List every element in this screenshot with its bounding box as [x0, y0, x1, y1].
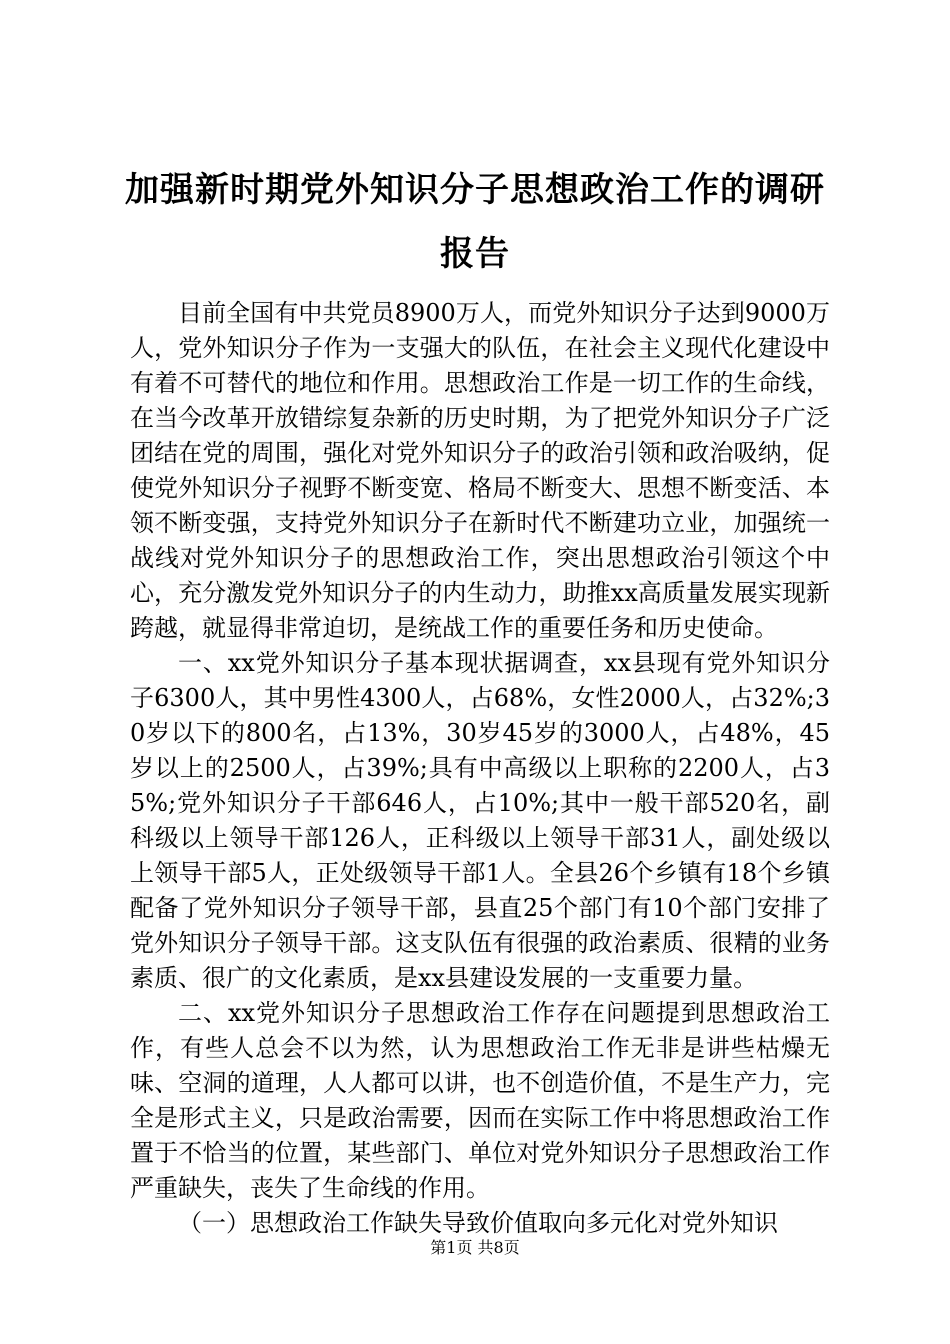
- page-footer: 第1页 共8页: [430, 1238, 520, 1257]
- paragraph-section-two: 二、xx党外知识分子思想政治工作存在问题提到思想政治工作，有些人总会不以为然，认为思想政治工作无非是讲些枯燥无味、空洞的道理，人人都可以讲，也不创造价值，不是生产力，完全是形式主义，只是政治需要，因而在实际工作中将思想政治工作置于不恰当的位置，某些部门、单位对党外知识分子思想政治工作严重缺失，丧失了生命线的作用。: [130, 999, 830, 1202]
- paragraph-intro: 目前全国有中共党员8900万人，而党外知识分子达到9000万人，党外知识分子作为一支强大的队伍，在社会主义现代化建设中有着不可替代的地位和作用。思想政治工作是一切工作的生命线，在当今改革开放错综复杂新的历史时期，为了把党外知识分子广泛团结在党的周围，强化对党外知识分子的政治引领和政治吸纳，促使党外知识分子视野不断变宽、格局不断变大、思想不断变活、本领不断变强，支持党外知识分子在新时代不断建功立业，加强统一战线对党外知识分子的思想政治工作，突出思想政治引领这个中心，充分激发党外知识分子的内生动力，助推xx高质量发展实现新跨越，就显得非常迫切，是统战工作的重要任务和历史使命。: [130, 299, 830, 642]
- paragraph-section-one: 一、xx党外知识分子基本现状据调查，xx县现有党外知识分子6300人，其中男性4300人，占68%，女性2000人，占32%;30岁以下的800名，占13%，30岁45岁的3000人，占48%，45岁以上的2500人，占39%;具有中高级以上职称的2200人，占35%;党外知识分子干部646人，占10%;其中一般干部520名，副科级以上领导干部126人，正科级以上领导干部31人，副处级以上领导干部5人，正处级领导干部1人。全县26个乡镇有18个乡镇配备了党外知识分子领导干部，县直25个部门有10个部门安排了党外知识分子领导干部。这支队伍有很强的政治素质、很精的业务素质、很广的文化素质，是xx县建设发展的一支重要力量。: [130, 649, 830, 992]
- paragraph-subsection-one: （一）思想政治工作缺失导致价值取向多元化对党外知识: [178, 1209, 778, 1237]
- document-title: 加强新时期党外知识分子思想政治工作的调研报告: [125, 170, 825, 274]
- document-body: [130, 296, 830, 1241]
